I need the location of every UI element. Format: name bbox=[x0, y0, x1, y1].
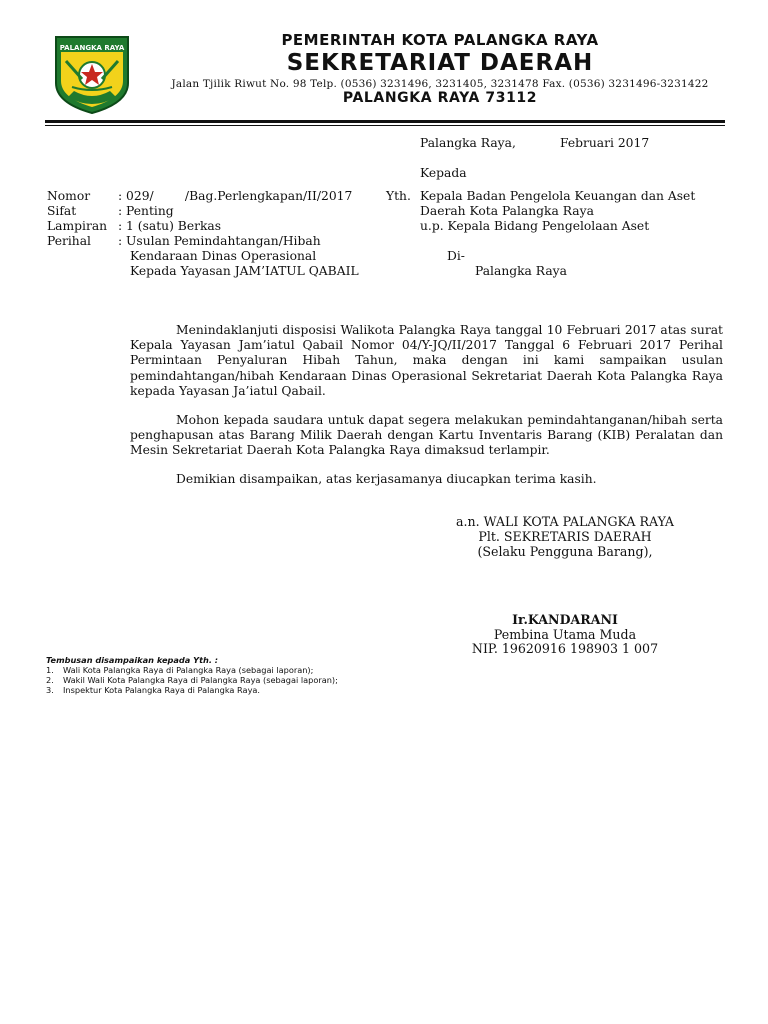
logo-text: PALANGKA RAYA bbox=[59, 44, 125, 52]
signature-role: (Selaku Pengguna Barang), bbox=[477, 544, 653, 559]
signatory-rank: Pembina Utama Muda bbox=[493, 627, 637, 642]
tembusan-item-text: Inspektur Kota Palangka Raya di Palangka Raya. bbox=[63, 685, 261, 695]
city-emblem-logo bbox=[52, 31, 132, 115]
recipient-line: Daerah Kota Palangka Raya bbox=[420, 204, 594, 218]
date-place: Palangka Raya, bbox=[420, 136, 516, 150]
perihal-continuation: Kendaraan Dinas Operasional bbox=[130, 249, 317, 263]
meta-label-lampiran: Lampiran bbox=[47, 219, 108, 233]
body-paragraph-text: Demikian disampaikan, atas kerjasamanya diucapkan terima kasih. bbox=[176, 472, 597, 486]
letterhead bbox=[0, 0, 768, 130]
letterhead-divider-thin bbox=[45, 125, 725, 126]
meta-value-nomor: : 029/ /Bag.Perlengkapan/II/2017 bbox=[118, 189, 353, 203]
tembusan-title: Tembusan disampaikan kepada Yth. : bbox=[46, 655, 219, 665]
body-paragraph-text: Mohon kepada saudara untuk dapat segera melakukan pemindahtanganan/hibah serta penghapusan atas Barang Milik Daerah dengan Kartu Inventaris Barang (KIB) Peralatan dan Mesin Sekretariat Daerah Kota Palangka Raya dimaksud terlampir. bbox=[130, 413, 723, 458]
meta-label-nomor: Nomor bbox=[47, 189, 91, 203]
meta-value-perihal: : Usulan Pemindahtangan/Hibah bbox=[118, 234, 321, 248]
signature-position: Plt. SEKRETARIS DAERAH bbox=[478, 529, 652, 544]
recipient-line: Kepala Badan Pengelola Keuangan dan Aset bbox=[420, 189, 696, 203]
recipient-yth: Yth. bbox=[386, 189, 411, 203]
body-paragraph-text: Menindaklanjuti disposisi Walikota Palangka Raya tanggal 10 Februari 2017 atas surat Kepala Yayasan Jam’iatul Qabail Nomor 04/Y-JQ/II/2017 Tanggal 6 Februari 2017 Perihal Permintaan Penyaluran Hibah Tahun, maka dengan ini kami sampaikan usulan pemindahtangan/hibah Kendaraan Dinas Operasional Sekretariat Daerah Kota Palangka Raya kepada Yayasan Ja’iatul Qabail. bbox=[130, 323, 723, 398]
office-address: Jalan Tjilik Riwut No. 98 Telp. (0536) 3231496, 3231405, 3231478 Fax. (0536) 3231496-3231422 bbox=[171, 78, 709, 90]
government-name: PEMERINTAH KOTA PALANGKA RAYA bbox=[281, 31, 599, 49]
meta-label-sifat: Sifat bbox=[47, 204, 77, 218]
city-postcode: PALANGKA RAYA 73112 bbox=[342, 90, 538, 106]
recipient-kepada: Kepada bbox=[420, 166, 467, 180]
recipient-location: Palangka Raya bbox=[475, 264, 567, 278]
tembusan-item-number: 2. bbox=[46, 675, 54, 685]
signatory-nip: NIP. 19620916 198903 1 007 bbox=[471, 641, 659, 656]
signature-on-behalf: a.n. WALI KOTA PALANGKA RAYA bbox=[455, 514, 675, 529]
letterhead-divider-thick bbox=[45, 120, 725, 123]
body-paragraph bbox=[130, 472, 723, 487]
meta-label-perihal: Perihal bbox=[47, 234, 91, 248]
tembusan-item-text: Wakil Wali Kota Palangka Raya di Palangka Raya (sebagai laporan); bbox=[63, 675, 338, 685]
signatory-name: Ir.KANDARANI bbox=[512, 612, 618, 627]
recipient-line: u.p. Kepala Bidang Pengelolaan Aset bbox=[420, 219, 650, 233]
tembusan-item bbox=[46, 686, 260, 696]
tembusan-item-number: 1. bbox=[46, 665, 54, 675]
letter-date: Februari 2017 bbox=[560, 136, 650, 150]
recipient-di: Di- bbox=[447, 249, 465, 263]
body-paragraph bbox=[130, 413, 723, 459]
meta-value-sifat: : Penting bbox=[118, 204, 174, 218]
department-name: SEKRETARIAT DAERAH bbox=[286, 50, 594, 76]
perihal-continuation: Kepada Yayasan JAM’IATUL QABAIL bbox=[130, 264, 359, 278]
body-paragraph bbox=[130, 323, 723, 399]
tembusan-item-number: 3. bbox=[46, 685, 54, 695]
tembusan-item-text: Wali Kota Palangka Raya di Palangka Raya (sebagai laporan); bbox=[63, 665, 314, 675]
meta-value-lampiran: : 1 (satu) Berkas bbox=[118, 219, 222, 233]
